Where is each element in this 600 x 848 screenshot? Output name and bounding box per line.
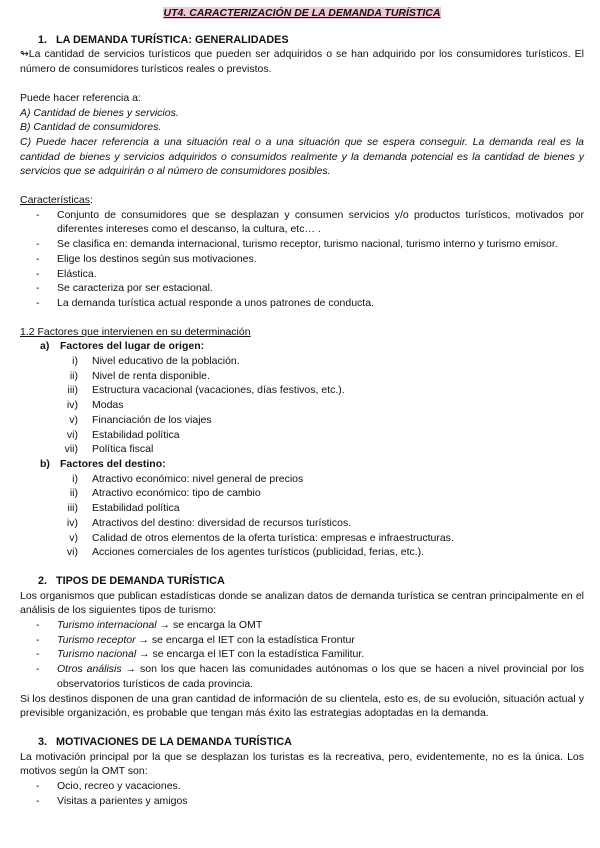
list-item: vi) Estabilidad política bbox=[66, 428, 180, 441]
reference-lead: Puede hacer referencia a: bbox=[20, 91, 141, 104]
characteristics-list bbox=[20, 208, 584, 311]
list-item: - Ocio, recreo y vacaciones. bbox=[20, 779, 584, 794]
tourism-types-list bbox=[20, 618, 584, 692]
list-item: - Se caracteriza por ser estacional. bbox=[20, 281, 584, 296]
subsection-1-2-heading: 1.2 Factores que intervienen en su determinación bbox=[20, 325, 251, 338]
list-item: iii) Estructura vacacional (vacaciones, días festivos, etc.). bbox=[67, 384, 345, 397]
list-item: - Conjunto de consumidores que se desplazan y consumen servicios y/o productos turísticos, motivados por diferentes intereses como el descanso, la cultura, etc… . bbox=[20, 208, 584, 237]
reference-b: B) Cantidad de consumidores. bbox=[20, 121, 162, 134]
list-item: ii) Nivel de renta disponible. bbox=[69, 369, 210, 382]
origin-factors-heading: a) Factores del lugar de origen: bbox=[40, 340, 205, 353]
section-3-intro: La motivación principal por la que se desplazan los turistas es la recreativa, pero, evidentemente, no es la única. Los motivos según la OMT son: bbox=[20, 750, 584, 778]
reference-a: A) Cantidad de bienes y servicios. bbox=[20, 106, 179, 119]
list-item: - La demanda turística actual responde a unos patrones de conducta. bbox=[20, 296, 584, 311]
section-1-heading: 1. LA DEMANDA TURÍSTICA: GENERALIDADES bbox=[38, 33, 289, 46]
list-item: - Se clasifica en: demanda internacional, turismo receptor, turismo nacional, turismo interno y turismo emisor. bbox=[20, 237, 584, 252]
origin-factors-list bbox=[20, 354, 584, 457]
list-item: iv) Atractivos del destino: diversidad de recursos turísticos. bbox=[66, 516, 352, 529]
section-2-heading: 2. TIPOS DE DEMANDA TURÍSTICA bbox=[38, 574, 225, 587]
list-item: iii) Estabilidad política bbox=[67, 502, 180, 515]
motivations-list bbox=[20, 779, 584, 808]
list-item: vii) Política fiscal bbox=[64, 443, 154, 456]
list-item: ii) Atractivo económico: tipo de cambio bbox=[69, 487, 261, 500]
section-1-intro: ↬La cantidad de servicios turísticos que pueden ser adquiridos o se han adquirido por los consumidores turísticos. El número de consumidores turísticos reales o previstos. bbox=[20, 48, 584, 76]
list-item: - Turismo internacional → se encarga la OMT bbox=[20, 618, 584, 633]
list-item: - Otros análisis → son los que hacen las comunidades autónomas o los que se hacen a nivel provincial por los observatorios turísticos de cada provincia. bbox=[20, 662, 584, 691]
list-item: vi) Acciones comerciales de los agentes turísticos (publicidad, ferias, etc.). bbox=[66, 546, 425, 559]
list-item: iv) Modas bbox=[66, 399, 124, 412]
section-3-heading: 3. MOTIVACIONES DE LA DEMANDA TURÍSTICA bbox=[38, 735, 292, 748]
list-item: i) Atractivo económico: nivel general de precios bbox=[72, 472, 304, 485]
section-2-intro: Los organismos que publican estadísticas donde se analizan datos de demanda turística se centran principalmente en el análisis de los siguientes tipos de turismo: bbox=[20, 589, 584, 617]
destination-factors-list bbox=[20, 472, 584, 560]
document-title: UT4. CARACTERIZACIÓN DE LA DEMANDA TURÍSTICA bbox=[163, 7, 441, 19]
characteristics-heading: Características: bbox=[20, 194, 93, 207]
list-item: - Elástica. bbox=[20, 267, 584, 282]
list-item: v) Financiación de los viajes bbox=[69, 413, 212, 426]
list-item: - Turismo nacional → se encarga el IET con la estadística Familitur. bbox=[20, 647, 584, 662]
reference-c: C) Puede hacer referencia a una situación real o a una situación que se espera conseguir. La demanda real es la cantidad de bienes y servicios adquiridos o consumidos realmente y la demanda potencial es la cantidad de bienes y servicios que se adquirirán o al número de consumidores posibles. bbox=[20, 135, 584, 178]
list-item: v) Calidad de otros elementos de la oferta turística: empresas e infraestructuras. bbox=[69, 531, 454, 544]
section-2-outro: Si los destinos disponen de una gran cantidad de información de su clientela, esto es, de su evolución, situación actual y previsible organización, es probable que tengan más éxito las estrategias adoptadas en la demanda. bbox=[20, 692, 584, 720]
list-item: - Turismo receptor → se encarga el IET con la estadística Frontur bbox=[20, 633, 584, 648]
list-item: - Visitas a parientes y amigos bbox=[20, 794, 584, 809]
list-item: i) Nivel educativo de la población. bbox=[72, 355, 240, 368]
document-page bbox=[20, 6, 584, 808]
list-item: - Elige los destinos según sus motivaciones. bbox=[20, 252, 584, 267]
destination-factors-heading: b) Factores del destino: bbox=[40, 457, 166, 470]
